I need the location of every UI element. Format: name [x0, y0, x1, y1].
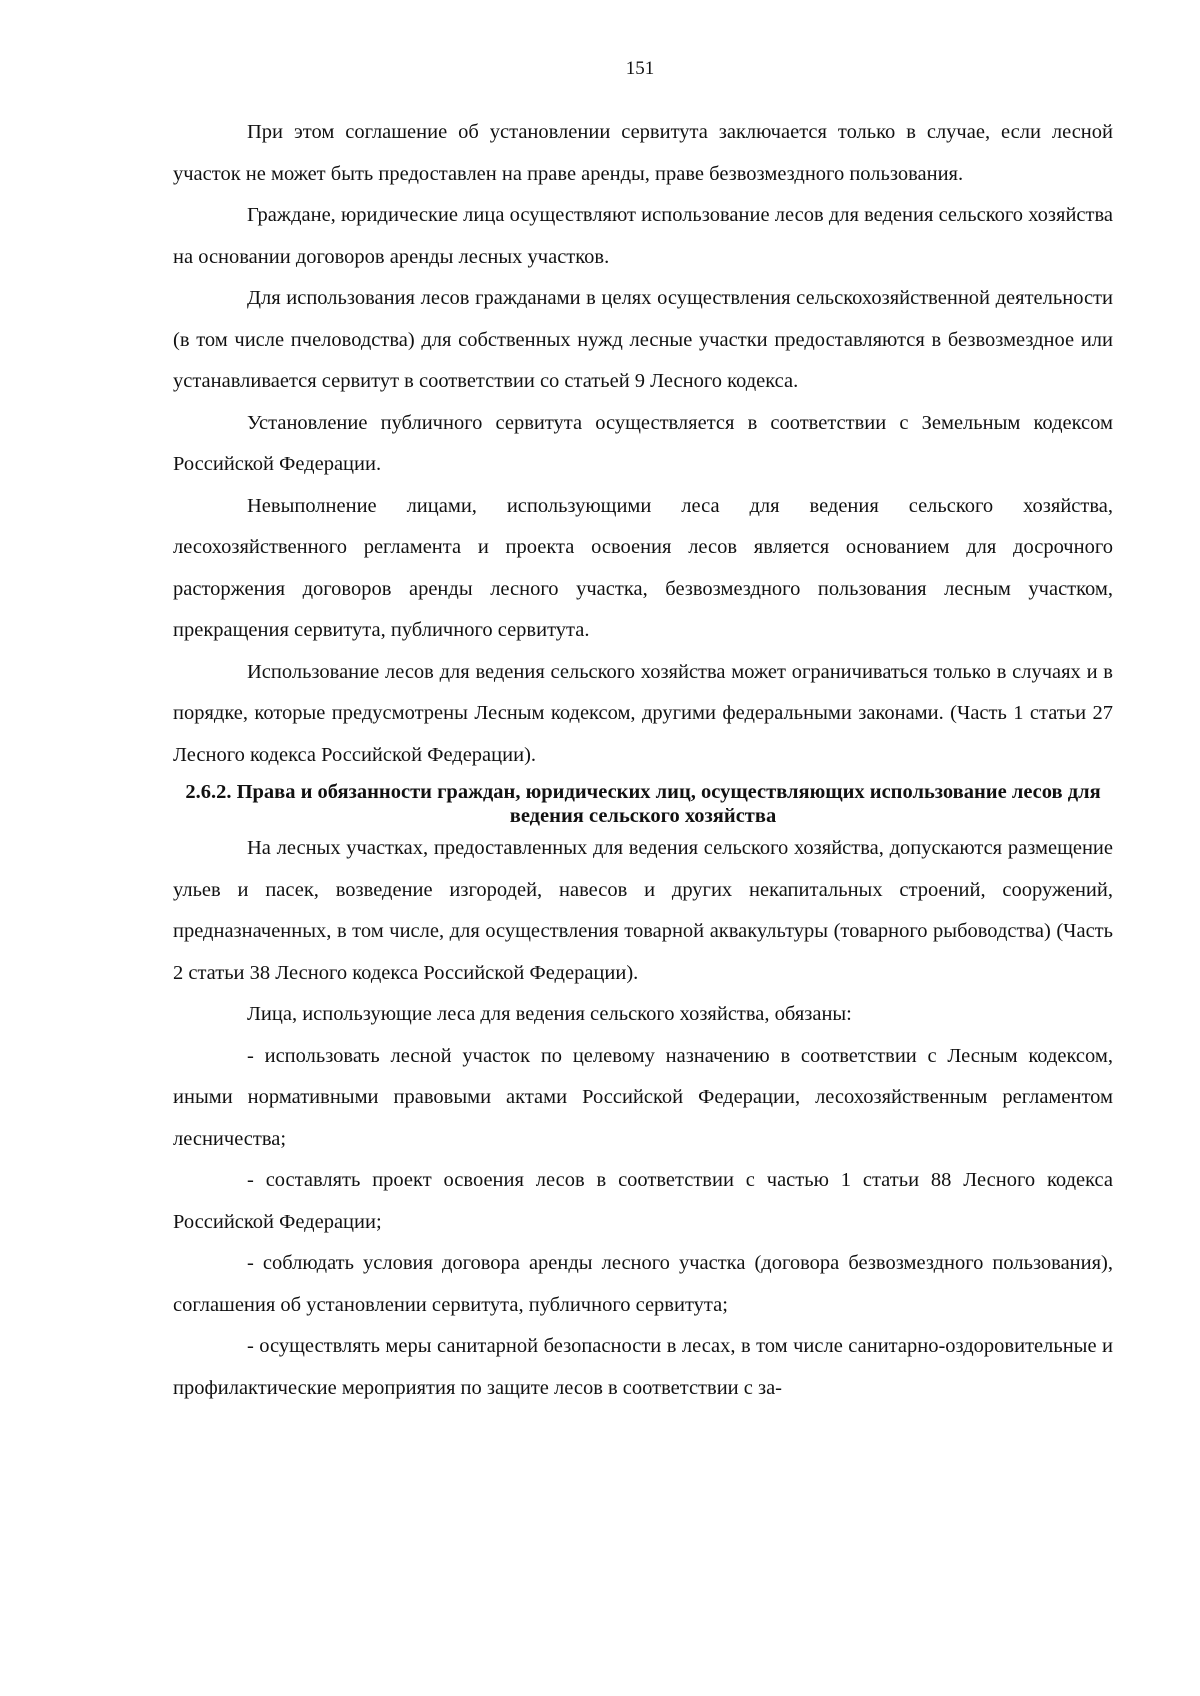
page-number: 151 — [625, 58, 655, 79]
paragraph: Невыполнение лицами, использующими леса для ведения сельского хозяйства, лесохозяйственного регламента и проекта освоения лесов является основанием для досрочного расторжения договоров аренды лесного участка, безвозмездного пользования лесным участком, прекращения сервитута, публичного сервитута. — [173, 494, 1113, 641]
document-body — [173, 112, 1113, 1409]
paragraph: Для использования лесов гражданами в целях осуществления сельскохозяйственной деятельности (в том числе пчеловодства) для собственных нужд лесные участки предоставляются в безвозмездное или устанавливается сервитут в соответствии со статьей 9 Лесного кодекса. — [173, 287, 1113, 392]
paragraph: Лица, использующие леса для ведения сельского хозяйства, обязаны: — [247, 1003, 852, 1025]
list-item: - соблюдать условия договора аренды лесного участка (договора безвозмездного пользования), соглашения об установлении сервитута, публичного сервитута; — [173, 1252, 1113, 1316]
paragraph: При этом соглашение об установлении сервитута заключается только в случае, если лесной участок не может быть предоставлен на праве аренды, праве безвозмездного пользования. — [173, 121, 1113, 185]
paragraph: Установление публичного сервитута осуществляется в соответствии с Земельным кодексом Российской Федерации. — [173, 411, 1113, 475]
paragraph: Использование лесов для ведения сельского хозяйства может ограничиваться только в случаях и в порядке, которые предусмотрены Лесным кодексом, другими федеральными законами. (Часть 1 статьи 27 Лесного кодекса Российской Федерации). — [173, 660, 1113, 766]
paragraph: На лесных участках, предоставленных для ведения сельского хозяйства, допускаются размещение ульев и пасек, возведение изгородей, навесов и других некапитальных строений, сооружений, предназначенных, в том числе, для осуществления товарной аквакультуры (товарного рыбоводства) (Часть 2 статьи 38 Лесного кодекса Российской Федерации). — [173, 837, 1113, 984]
list-item: - составлять проект освоения лесов в соответствии с частью 1 статьи 88 Лесного кодекса Российской Федерации; — [173, 1169, 1113, 1233]
section-heading: 2.6.2. Права и обязанности граждан, юридических лиц, осуществляющих использование лесов для ведения сельского хозяйства — [185, 781, 1101, 827]
list-item: - использовать лесной участок по целевому назначению в соответствии с Лесным кодексом, иными нормативными правовыми актами Российской Федерации, лесохозяйственным регламентом лесничества; — [173, 1044, 1113, 1150]
paragraph: Граждане, юридические лица осуществляют использование лесов для ведения сельского хозяйства на основании договоров аренды лесных участков. — [173, 204, 1113, 268]
list-item: - осуществлять меры санитарной безопасности в лесах, в том числе санитарно-оздоровительные и профилактические мероприятия по защите лесов в соответствии с за- — [173, 1335, 1113, 1399]
